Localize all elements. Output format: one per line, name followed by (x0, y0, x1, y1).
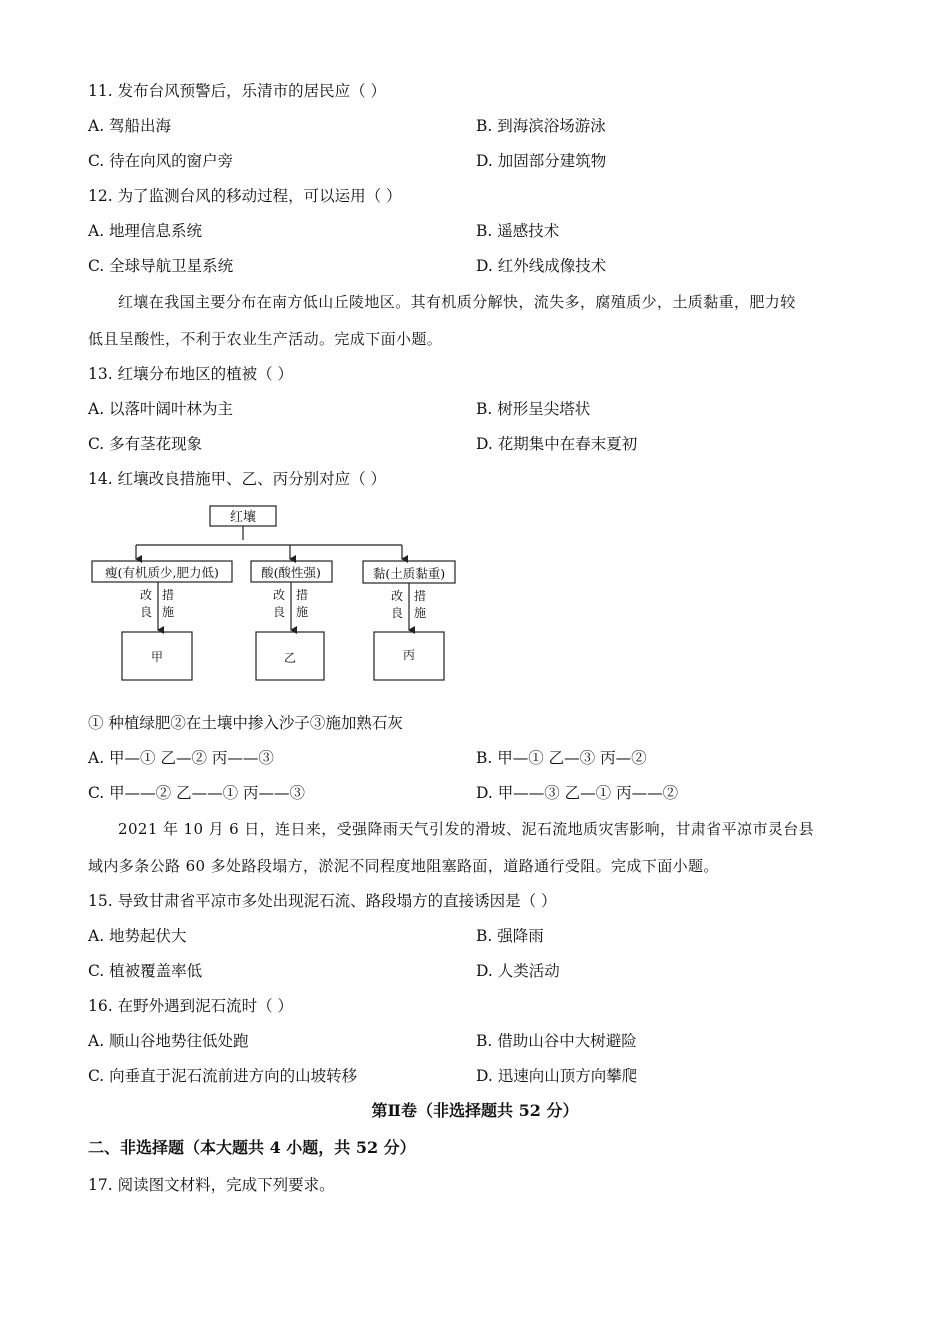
side2-char2-branch2: 施 (295, 605, 309, 619)
q14-option-b: B. 甲—① 乙—③ 丙—② (476, 749, 647, 767)
side2-char2-branch3: 施 (413, 606, 427, 620)
q13-option-d: D. 花期集中在春末夏初 (476, 435, 638, 453)
branch-label-3: 黏(土质黏重) (372, 566, 446, 581)
q15-stem: 15. 导致甘肃省平凉市多处出现泥石流、路段塌方的直接诱因是（ ） (88, 892, 557, 910)
result-label-3: 丙 (402, 648, 416, 662)
side2-char1-branch2: 措 (295, 588, 309, 602)
side2-char2-branch1: 施 (161, 605, 175, 619)
result-label-2: 乙 (283, 651, 297, 665)
q15-option-c: C. 植被覆盖率低 (88, 962, 203, 980)
q15-option-a: A. 地势起伏大 (88, 927, 187, 945)
q13-option-a: A. 以落叶阔叶林为主 (88, 400, 234, 418)
q15-option-b: B. 强降雨 (476, 927, 544, 945)
result-label-1: 甲 (150, 650, 164, 664)
side1-char2-branch1: 良 (139, 605, 153, 619)
q12-option-d: D. 红外线成像技术 (476, 257, 607, 275)
q12-option-c: C. 全球导航卫星系统 (88, 257, 234, 275)
q14-option-a: A. 甲—① 乙—② 丙——③ (88, 749, 274, 767)
q16-option-c: C. 向垂直于泥石流前进方向的山坡转移 (88, 1067, 358, 1085)
part2-title: 第Ⅱ卷（非选择题共 52 分） (371, 1101, 579, 1120)
q12-option-b: B. 遥感技术 (476, 222, 560, 240)
q16-option-a: A. 顺山谷地势往低处跑 (88, 1032, 249, 1050)
root-label: 红壤 (229, 510, 257, 525)
q16-option-b: B. 借助山谷中大树避险 (476, 1032, 637, 1050)
passage2-line1: 2021 年 10 月 6 日，连日来，受强降雨天气引发的滑坡、泥石流地质灾害影响，甘肃省平凉市灵台县 (118, 820, 815, 838)
q11-option-d: D. 加固部分建筑物 (476, 152, 607, 170)
passage2-line2: 域内多条公路 60 多处路段塌方，淤泥不同程度地阻塞路面，道路通行受阻。完成下面小题。 (88, 857, 719, 875)
side1-char1-branch3: 改 (390, 589, 404, 603)
q12-stem: 12. 为了监测台风的移动过程，可以运用（ ） (88, 187, 402, 205)
q13-option-c: C. 多有茎花现象 (88, 435, 203, 453)
q14-option-c: C. 甲——② 乙——① 丙——③ (88, 784, 306, 802)
q13-stem: 13. 红壤分布地区的植被（ ） (88, 365, 294, 383)
q11-option-a: A. 驾船出海 (88, 117, 172, 135)
q12-option-a: A. 地理信息系统 (88, 222, 203, 240)
q11-option-c: C. 待在向风的窗户旁 (88, 152, 234, 170)
q14-stem: 14. 红壤改良措施甲、乙、丙分别对应（ ） (88, 470, 387, 488)
q17-stem: 17. 阅读图文材料，完成下列要求。 (88, 1176, 335, 1194)
q14-option-d: D. 甲——③ 乙—① 丙——② (476, 784, 679, 802)
branch-label-1: 瘦(有机质少,肥力低) (105, 565, 219, 580)
q16-option-d: D. 迅速向山顶方向攀爬 (476, 1067, 638, 1085)
side1-char1-branch2: 改 (272, 588, 286, 602)
q11-option-b: B. 到海滨浴场游泳 (476, 117, 606, 135)
side1-char2-branch2: 良 (272, 605, 286, 619)
branch-label-2: 酸(酸性强) (261, 565, 321, 580)
q11-stem: 11. 发布台风预警后，乐清市的居民应（ ） (88, 82, 387, 100)
q16-stem: 16. 在野外遇到泥石流时（ ） (88, 997, 294, 1015)
side2-char1-branch1: 措 (161, 588, 175, 602)
side1-char1-branch1: 改 (139, 588, 153, 602)
q14-measures: ① 种植绿肥②在土壤中掺入沙子③施加熟石灰 (88, 714, 403, 732)
section2-heading: 二、非选择题（本大题共 4 小题，共 52 分） (88, 1138, 416, 1157)
passage1-line2: 低且呈酸性，不利于农业生产活动。完成下面小题。 (88, 330, 443, 348)
q13-option-b: B. 树形呈尖塔状 (476, 400, 591, 418)
side1-char2-branch3: 良 (390, 606, 404, 620)
passage1-line1: 红壤在我国主要分布在南方低山丘陵地区。其有机质分解快，流失多，腐殖质少，土质黏重，肥力较 (118, 293, 796, 311)
q15-option-d: D. 人类活动 (476, 962, 560, 980)
side2-char1-branch3: 措 (413, 589, 427, 603)
